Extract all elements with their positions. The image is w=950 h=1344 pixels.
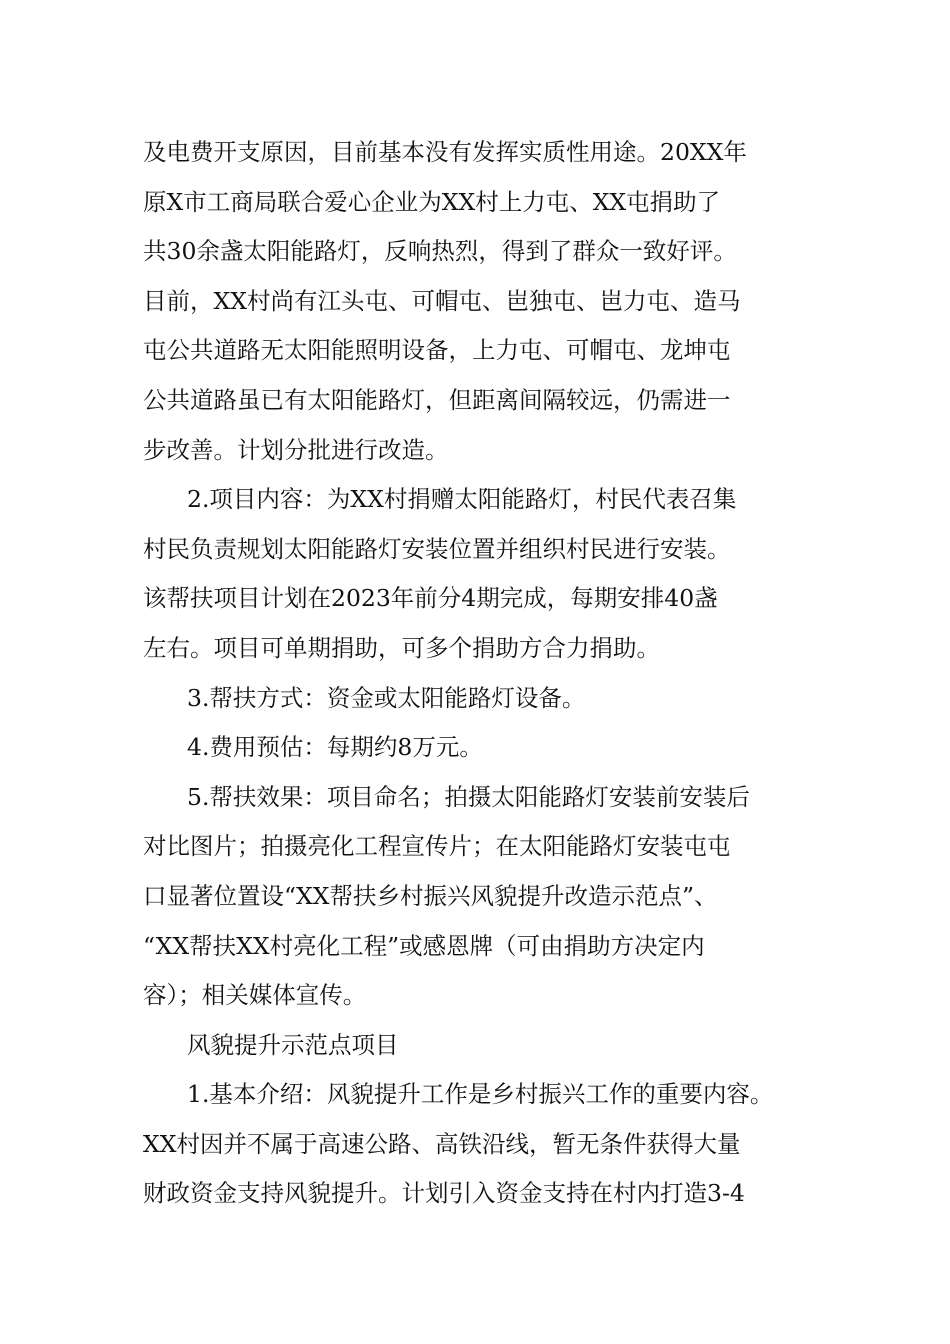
text-line: “XX帮扶XX村亮化工程”或感恩牌（可由捐助方决定内 [143, 931, 705, 960]
text-line: 1.基本介绍：风貌提升工作是乡村振兴工作的重要内容。 [187, 1080, 774, 1109]
text-line: 目前，XX村尚有江头屯、可帽屯、岜独屯、岜力屯、造马 [143, 286, 741, 315]
text-line: 屯公共道路无太阳能照明设备，上力屯、可帽屯、龙坤屯 [143, 336, 731, 365]
text-line: 村民负责规划太阳能路灯安装位置并组织村民进行安装。 [143, 534, 731, 563]
text-line: 对比图片；拍摄亮化工程宣传片；在太阳能路灯安装屯屯 [143, 832, 731, 861]
text-line: 共30余盏太阳能路灯，反响热烈，得到了群众一致好评。 [143, 237, 737, 266]
text-line: 容）；相关媒体宣传。 [143, 981, 367, 1010]
text-line: 步改善。计划分批进行改造。 [143, 435, 449, 464]
text-line: 5.帮扶效果：项目命名；拍摄太阳能路灯安装前安装后 [187, 782, 750, 811]
text-line: 2.项目内容：为XX村捐赠太阳能路灯，村民代表召集 [187, 485, 737, 514]
text-line: 3.帮扶方式：资金或太阳能路灯设备。 [187, 683, 586, 712]
text-line: 该帮扶项目计划在2023年前分4期完成，每期安排40盏 [143, 584, 718, 613]
text-line: XX村因并不属于高速公路、高铁沿线，暂无条件获得大量 [143, 1129, 741, 1158]
text-line: 4.费用预估：每期约8万元。 [187, 733, 483, 762]
text-line: 财政资金支持风貌提升。计划引入资金支持在村内打造3-4 [143, 1179, 745, 1208]
text-line: 左右。项目可单期捐助，可多个捐助方合力捐助。 [143, 633, 660, 662]
text-line: 风貌提升示范点项目 [187, 1030, 399, 1059]
text-line: 公共道路虽已有太阳能路灯，但距离间隔较远，仍需进一 [143, 385, 731, 414]
document-body [143, 128, 833, 1219]
text-line: 及电费开支原因，目前基本没有发挥实质性用途。20XX年 [143, 138, 747, 166]
text-line: 原X市工商局联合爱心企业为XX村上力屯、XX屯捐助了 [143, 187, 721, 216]
text-line: 口显著位置设“XX帮扶乡村振兴风貌提升改造示范点”、 [143, 881, 718, 910]
